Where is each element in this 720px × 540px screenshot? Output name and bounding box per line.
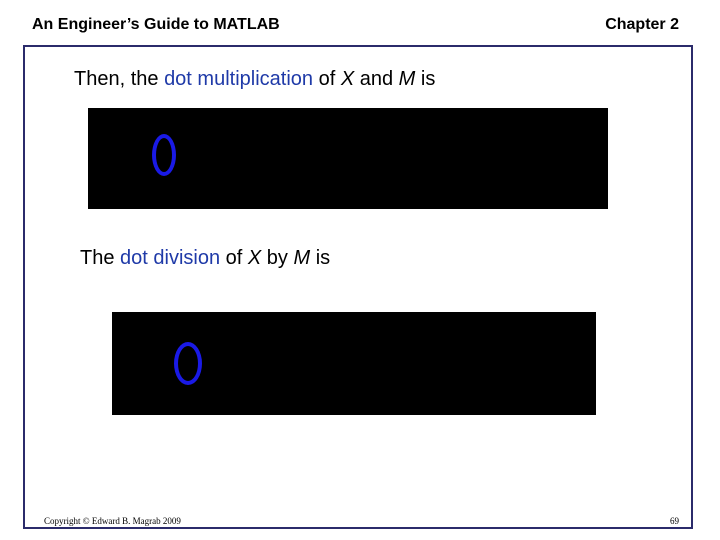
oval-marker-icon [152, 134, 176, 176]
line2-accent-term: dot division [120, 247, 221, 269]
line1-suffix: is [415, 68, 436, 90]
result-panel-division [112, 312, 596, 415]
line2-mid: of [220, 247, 248, 269]
chapter-label: Chapter 2 [605, 16, 679, 33]
page-number: 69 [670, 516, 679, 526]
line1-mid: of [313, 68, 341, 90]
dot-division-text [80, 247, 330, 270]
line2-var-x: X [247, 247, 262, 269]
copyright-notice: Copyright © Edward B. Magrab 2009 [44, 516, 181, 526]
line2-var-m: M [293, 247, 311, 269]
line1-var-m: M [398, 68, 416, 90]
line1-var-x: X [340, 68, 355, 90]
line2-conj: by [261, 247, 294, 269]
slide-title: An Engineer’s Guide to MATLAB [32, 16, 280, 33]
line1-conj: and [354, 68, 399, 90]
dot-multiplication-text [74, 68, 435, 91]
line2-suffix: is [310, 247, 331, 269]
line1-accent-term: dot multiplication [164, 68, 314, 90]
result-panel-multiplication [88, 108, 608, 209]
line1-prefix: Then, the [74, 68, 165, 90]
line2-prefix: The [80, 247, 121, 269]
oval-marker-icon [174, 342, 202, 385]
